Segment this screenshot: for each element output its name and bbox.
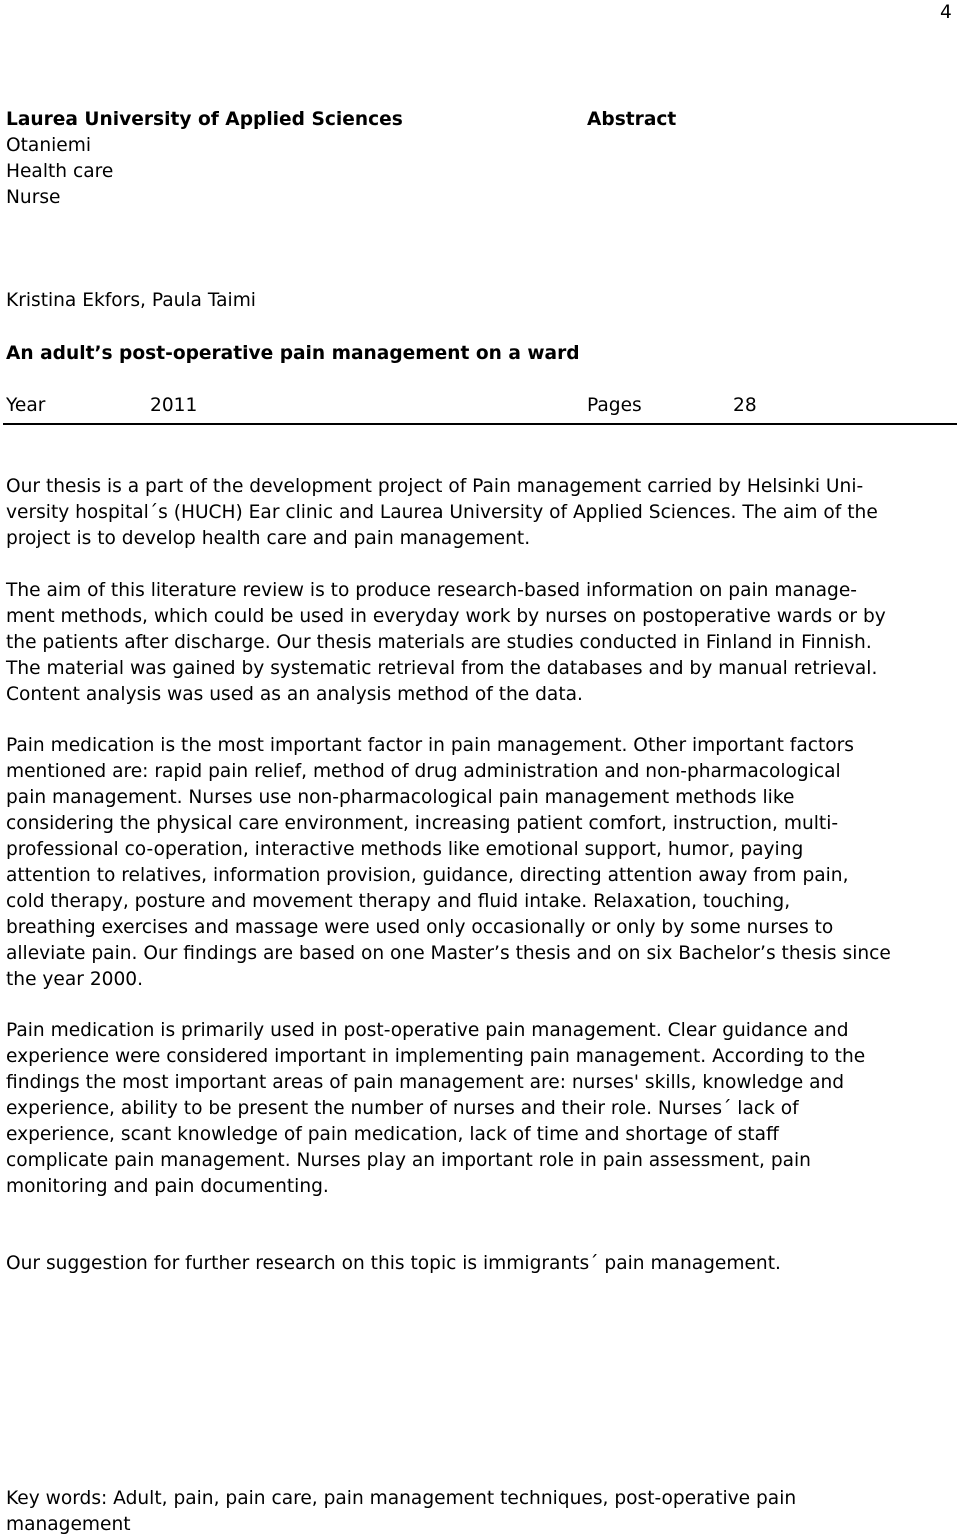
paragraph-line: considering the physical care environment, increasing patient comfort, instruction, multi- [6,813,839,834]
paragraph-line: professional co-operation, interactive methods like emotional support, humor, paying [6,839,804,860]
authors: Kristina Ekfors, Paula Taimi [6,290,256,311]
keywords-line: Key words: Adult, pain, pain care, pain management techniques, post-operative pain [6,1488,797,1509]
degree-programme: Health care [6,161,114,182]
degree: Nurse [6,187,61,208]
paragraph-line: experience were considered important in implementing pain management. According to the [6,1046,866,1067]
paragraph-line: project is to develop health care and pain management. [6,528,531,549]
pages-value: 28 [733,395,757,416]
paragraph-line: monitoring and pain documenting. [6,1176,329,1197]
page-number: 4 [940,2,952,23]
abstract-paragraph [6,578,950,708]
paragraph-line: the patients after discharge. Our thesis materials are studies conducted in Finland in Finnish. [6,632,872,653]
abstract-paragraph [6,1251,950,1277]
campus-name: Otaniemi [6,135,91,156]
paragraph-line: The aim of this literature review is to produce research-based information on pain manage- [6,580,857,601]
paragraph-line: findings the most important areas of pain management are: nurses' skills, knowledge and [6,1072,845,1093]
paragraph-line: ment methods, which could be used in everyday work by nurses on postoperative wards or by [6,606,886,627]
paragraph-line: Our thesis is a part of the development project of Pain management carried by Helsinki Uni- [6,476,864,497]
paragraph-line: mentioned are: rapid pain relief, method of drug administration and non-pharmacological [6,761,841,782]
header-divider [3,423,957,425]
paragraph-line: the year 2000. [6,969,144,990]
paragraph-line: attention to relatives, information provision, guidance, directing attention away from pain, [6,865,849,886]
abstract-paragraph [6,474,950,552]
paragraph-line: pain management. Nurses use non-pharmacological pain management methods like [6,787,795,808]
abstract-paragraph [6,733,950,993]
paragraph-line: experience, scant knowledge of pain medication, lack of time and shortage of staff [6,1124,779,1145]
pages-label: Pages [587,395,642,416]
paragraph-line: The material was gained by systematic retrieval from the databases and by manual retrieval. [6,658,878,679]
university-name: Laurea University of Applied Sciences [6,109,403,130]
paragraph-line: Pain medication is primarily used in post-operative pain management. Clear guidance and [6,1020,849,1041]
year-value: 2011 [150,395,198,416]
abstract-paragraph [6,1018,950,1200]
paragraph-line: Content analysis was used as an analysis method of the data. [6,684,583,705]
keywords-line: management [6,1514,131,1535]
paragraph-line: versity hospital´s (HUCH) Ear clinic and Laurea University of Applied Sciences. The aim of the [6,502,878,523]
keywords [6,1486,950,1538]
paragraph-line: Our suggestion for further research on this topic is immigrants´ pain management. [6,1253,781,1274]
paragraph-line: alleviate pain. Our findings are based on one Master’s thesis and on six Bachelor’s thesis since [6,943,891,964]
paragraph-line: cold therapy, posture and movement therapy and fluid intake. Relaxation, touching, [6,891,791,912]
year-label: Year [6,395,46,416]
paragraph-line: complicate pain management. Nurses play an important role in pain assessment, pain [6,1150,811,1171]
paragraph-line: Pain medication is the most important factor in pain management. Other important factors [6,735,854,756]
paragraph-line: breathing exercises and massage were used only occasionally or only by some nurses to [6,917,834,938]
paragraph-line: experience, ability to be present the number of nurses and their role. Nurses´ lack of [6,1098,799,1119]
thesis-title: An adult’s post-operative pain management on a ward [6,343,580,364]
abstract-heading: Abstract [587,109,677,130]
